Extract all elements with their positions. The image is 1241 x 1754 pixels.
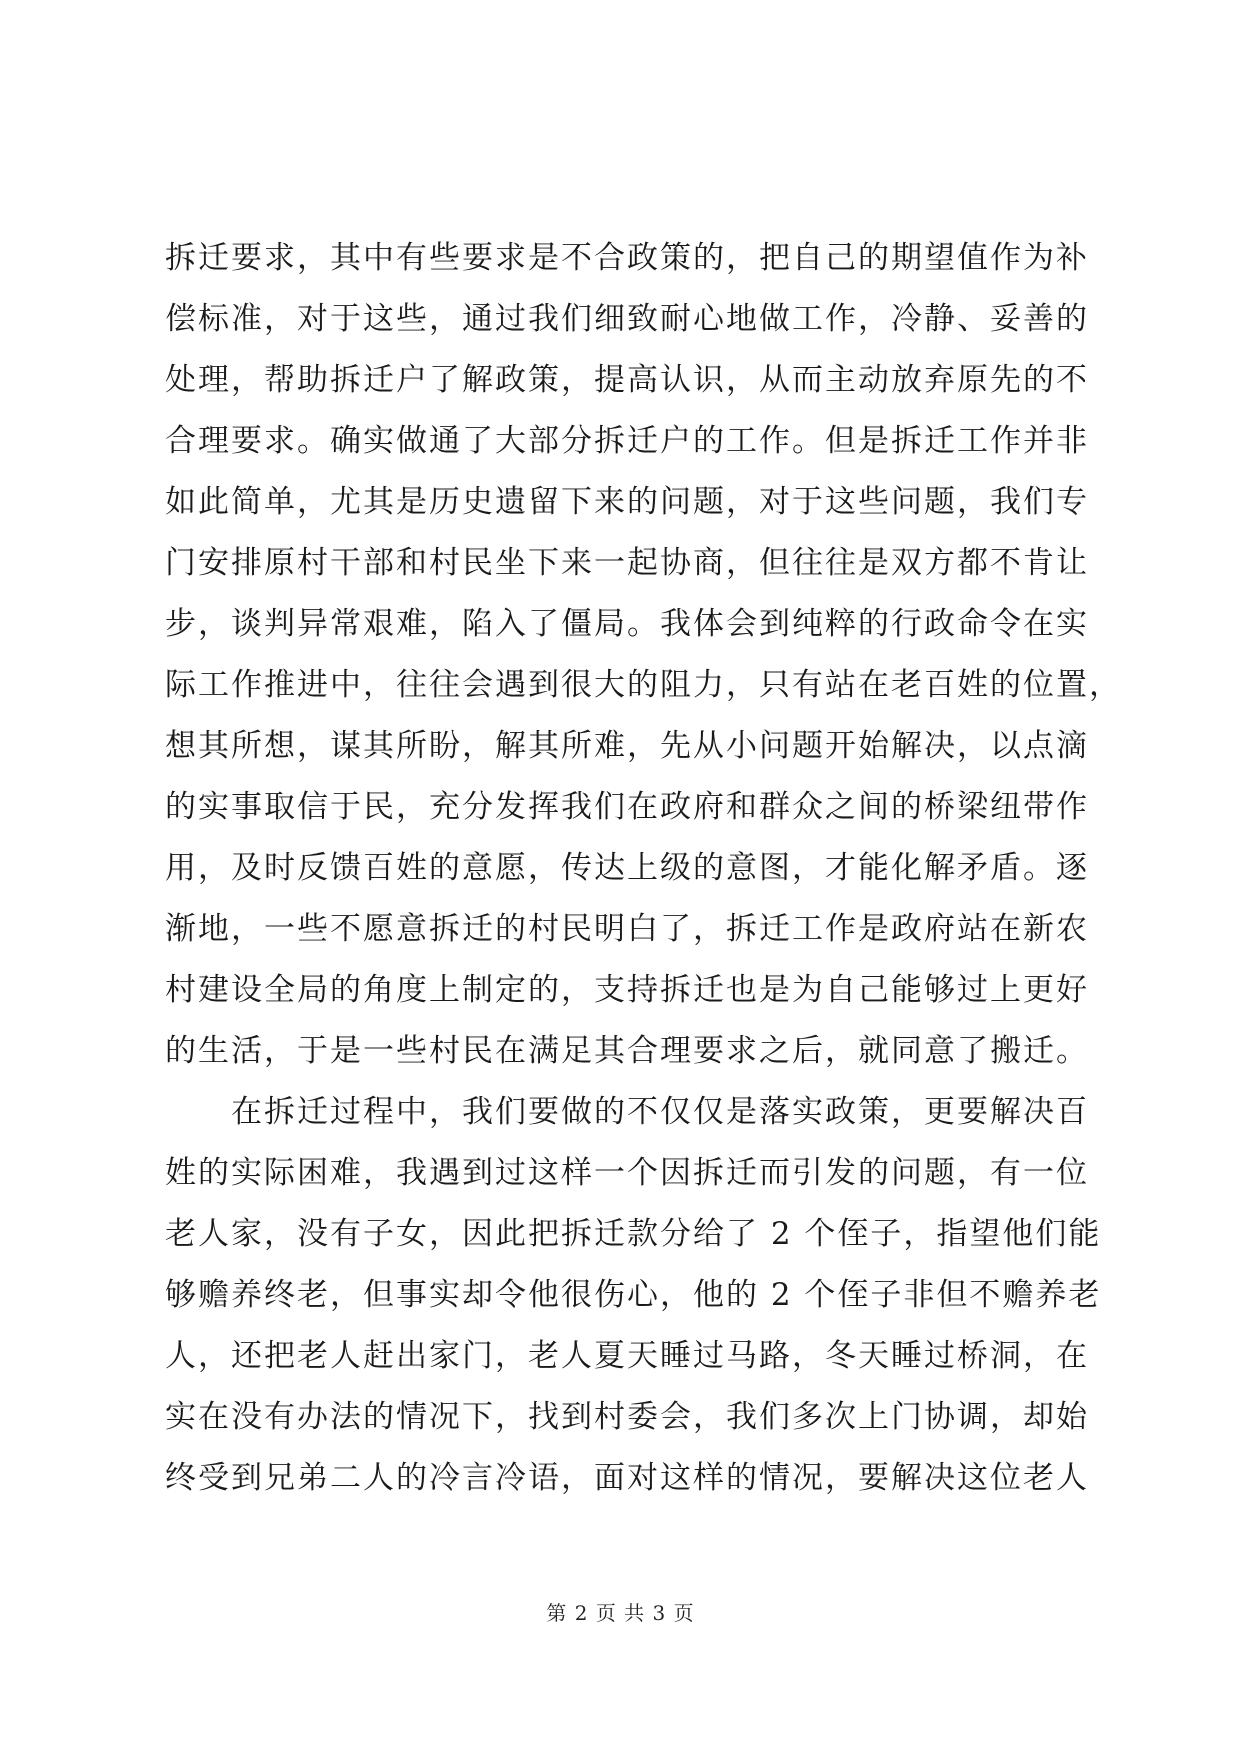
text-line: 实在没有办法的情况下，找到村委会，我们多次上门协调，却始 — [165, 1399, 1089, 1435]
text-line: 际工作推进中，往往会遇到很大的阻力，只有站在老百姓的位置， — [165, 667, 1122, 703]
text-line: 够赡养终老，但事实却令他很伤心，他的 2 个侄子非但不赡养老 — [165, 1277, 1102, 1313]
page-number-footer: 第 2 页 共 3 页 — [546, 1601, 695, 1625]
text-line: 在拆迁过程中，我们要做的不仅仅是落实政策，更要解决百 — [165, 1094, 1089, 1130]
text-line: 偿标准，对于这些，通过我们细致耐心地做工作，冷静、妥善的 — [165, 301, 1089, 337]
text-line: 想其所想，谋其所盼，解其所难，先从小问题开始解决，以点滴 — [165, 728, 1089, 764]
text-line: 门安排原村干部和村民坐下来一起协商，但往往是双方都不肯让 — [165, 545, 1089, 581]
text-line: 用，及时反馈百姓的意愿，传达上级的意图，才能化解矛盾。逐 — [165, 850, 1089, 886]
text-line: 村建设全局的角度上制定的，支持拆迁也是为自己能够过上更好 — [165, 972, 1089, 1008]
text-line: 拆迁要求，其中有些要求是不合政策的，把自己的期望值作为补 — [165, 240, 1089, 276]
text-line: 人，还把老人赶出家门，老人夏天睡过马路，冬天睡过桥洞，在 — [165, 1338, 1089, 1374]
text-line: 处理，帮助拆迁户了解政策，提高认识，从而主动放弃原先的不 — [165, 362, 1089, 398]
text-line: 的生活，于是一些村民在满足其合理要求之后，就同意了搬迁。 — [165, 1033, 1089, 1069]
text-line: 渐地，一些不愿意拆迁的村民明白了，拆迁工作是政府站在新农 — [165, 911, 1089, 947]
text-line: 终受到兄弟二人的冷言冷语，面对这样的情况，要解决这位老人 — [165, 1460, 1089, 1496]
text-line: 姓的实际困难，我遇到过这样一个因拆迁而引发的问题，有一位 — [165, 1155, 1089, 1191]
text-line: 合理要求。确实做通了大部分拆迁户的工作。但是拆迁工作并非 — [165, 423, 1089, 459]
text-line: 的实事取信于民，充分发挥我们在政府和群众之间的桥梁纽带作 — [165, 789, 1089, 825]
text-line: 如此简单，尤其是历史遗留下来的问题，对于这些问题，我们专 — [165, 484, 1089, 520]
text-line: 步，谈判异常艰难，陷入了僵局。我体会到纯粹的行政命令在实 — [165, 606, 1089, 642]
text-line: 老人家，没有子女，因此把拆迁款分给了 2 个侄子，指望他们能 — [165, 1216, 1102, 1252]
body-text — [165, 228, 1122, 1509]
